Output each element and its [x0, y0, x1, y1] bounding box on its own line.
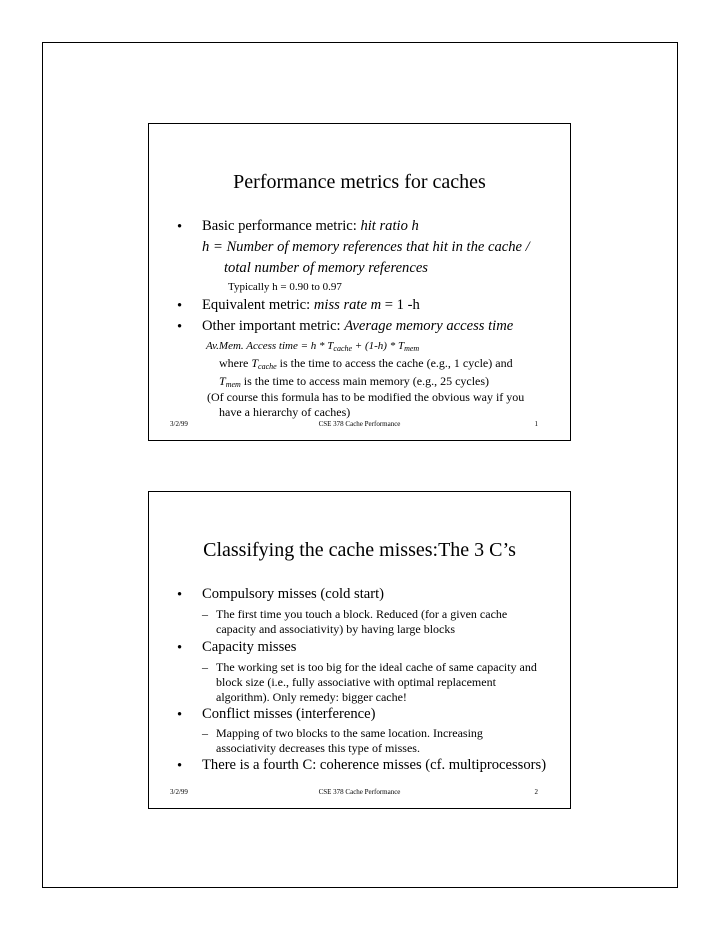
conflict-misses-item: Conflict misses (interference) — [202, 706, 376, 722]
footer-date: 3/2/99 — [170, 420, 188, 428]
note-line-2: have a hierarchy of caches) — [219, 405, 351, 419]
hit-ratio-definition-1: h = Number of memory references that hit in the cache / — [202, 239, 530, 255]
footer-course: CSE 378 Cache Performance — [318, 788, 401, 796]
dash-icon: – — [202, 607, 208, 621]
slide-1 — [148, 123, 571, 441]
slide-1-title: Performance metrics for caches — [233, 171, 486, 193]
footer-page-number: 1 — [534, 420, 538, 428]
capacity-detail-2: block size (i.e., fully associative with optimal replacement — [216, 675, 496, 689]
compulsory-detail-1: The first time you touch a block. Reduced (for a given cache — [216, 607, 508, 621]
capacity-misses-item: Capacity misses — [202, 639, 297, 655]
note-line-1: (Of course this formula has to be modified the obvious way if you — [207, 390, 525, 404]
capacity-detail-1: The working set is too big for the ideal cache of same capacity and — [216, 660, 537, 674]
where-cache-line: where $T_{cache}$ is the time to access the cache (e.g., 1 cycle) and — [219, 356, 513, 371]
compulsory-detail-2: capacity and associativity) by having large blocks — [216, 622, 456, 636]
bullet-icon: • — [177, 298, 183, 314]
coherence-misses-item: There is a fourth C: coherence misses (cf. multiprocessors) — [202, 757, 547, 773]
bullet-icon: • — [177, 640, 183, 656]
slide-2-title: Classifying the cache misses:The 3 C’s — [203, 539, 516, 561]
tmem-line: $T_{mem}$ is the time to access main memory (e.g., 25 cycles) — [219, 374, 490, 389]
typical-hit-ratio: Typically h = 0.90 to 0.97 — [228, 281, 342, 293]
access-time-formula: Av.Mem. Access time = $h * T_{cache} + (1-h) * T_{mem}$ — [206, 340, 420, 353]
slide-2 — [148, 491, 571, 809]
bullet-icon: • — [177, 219, 183, 235]
other-metric-line: Other important metric: Average memory access time — [202, 318, 514, 334]
compulsory-misses-item: Compulsory misses (cold start) — [202, 586, 385, 602]
capacity-detail-3: algorithm). Only remedy: bigger cache! — [216, 690, 407, 704]
hit-ratio-definition-2: total number of memory references — [224, 260, 428, 276]
dash-icon: – — [202, 726, 208, 740]
equivalent-metric-line: Equivalent metric: miss rate m = 1 -h — [202, 297, 420, 313]
footer-date: 3/2/99 — [170, 788, 188, 796]
bullet-icon: • — [177, 758, 183, 774]
bullet-icon: • — [177, 707, 183, 723]
footer-page-number: 2 — [534, 788, 538, 796]
bullet-icon: • — [177, 587, 183, 603]
bullet-icon: • — [177, 319, 183, 335]
conflict-detail-1: Mapping of two blocks to the same location. Increasing — [216, 726, 483, 740]
dash-icon: – — [202, 660, 208, 674]
footer-course: CSE 378 Cache Performance — [318, 420, 401, 428]
conflict-detail-2: associativity decreases this type of misses. — [216, 741, 420, 755]
basic-metric-line: Basic performance metric: hit ratio h — [202, 218, 419, 234]
